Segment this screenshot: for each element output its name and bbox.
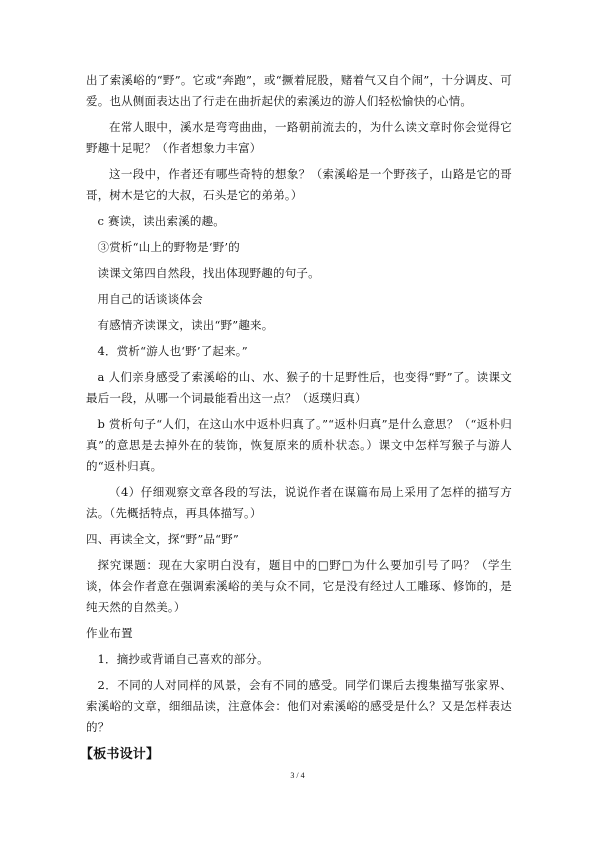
paragraph: 4．赏析“游人也‘野’了起来。”: [97, 344, 248, 358]
paragraph: 探究课题：现在大家明白没有，题目中的□野□为什么要加引号了吗？（学生谈，体会作者意在强调索溪峪的美与众不同，它是没有经过人工雕琢、修饰的，是纯天然的自然美。）: [86, 558, 512, 614]
document-body: [80, 70, 512, 766]
paragraph: c 赛读，读出索溪的趣。: [97, 214, 225, 228]
section-heading: 四、再读全文，探“野”品“野”: [86, 532, 240, 546]
list-item: 2．不同的人对同样的风景，会有不同的感受。同学们课后去搜集描写张家界、索溪峪的文章，细细品读，注意体会：他们对索溪峪的感受是什么？又是怎样表达的？: [86, 678, 512, 734]
paragraph: 用自己的话谈谈体会: [97, 292, 203, 306]
paragraph: 有感情齐读课文，读出“野”趣来。: [97, 318, 274, 332]
paragraph: 在常人眼中，溪水是弯弯曲曲，一路朝前流去的，为什么读文章时你会觉得它野趣十足呢？（作者想象力丰富）: [86, 120, 512, 155]
paragraph: ③赏析“山上的野物是‘野’的: [97, 240, 240, 254]
paragraph: 这一段中，作者还有哪些奇特的想象？（索溪峪是一个野孩子，山路是它的哥哥，树木是它的大叔，石头是它的弟弟。）: [86, 167, 512, 202]
paragraph: 出了索溪峪的“野”。它或“奔跑”，或“撅着屁股，赌着气又自个闹”，十分调皮、可爱。也从侧面表达出了行走在曲折起伏的索溪边的游人们轻松愉快的心情。: [86, 73, 512, 108]
section-heading: 作业布置: [86, 626, 133, 640]
list-item: 1．摘抄或背诵自己喜欢的部分。: [97, 652, 269, 666]
paragraph: （4）仔细观察文章各段的写法，说说作者在谋篇布局上采用了怎样的描写方法。（先概括特点，再具体描写。）: [86, 485, 512, 520]
paragraph: b 赏析句子“人们，在这山水中返朴归真了。”“返朴归真”是什么意思？（“返朴归真”的意思是去掉外在的装饰，恢复原来的质朴状态。）课文中怎样写猴子与游人的“返朴归真。: [86, 417, 512, 473]
board-design-heading: 【板书设计】: [80, 747, 160, 762]
paragraph: 读课文第四自然段，找出体现野趣的句子。: [97, 266, 320, 280]
paragraph: a 人们亲身感受了索溪峪的山、水、猴子的十足野性后，也变得“野”了。读课文最后一段，从哪一个词最能看出这一点？（返璞归真）: [86, 370, 512, 405]
page-number: 3 / 4: [290, 771, 305, 780]
